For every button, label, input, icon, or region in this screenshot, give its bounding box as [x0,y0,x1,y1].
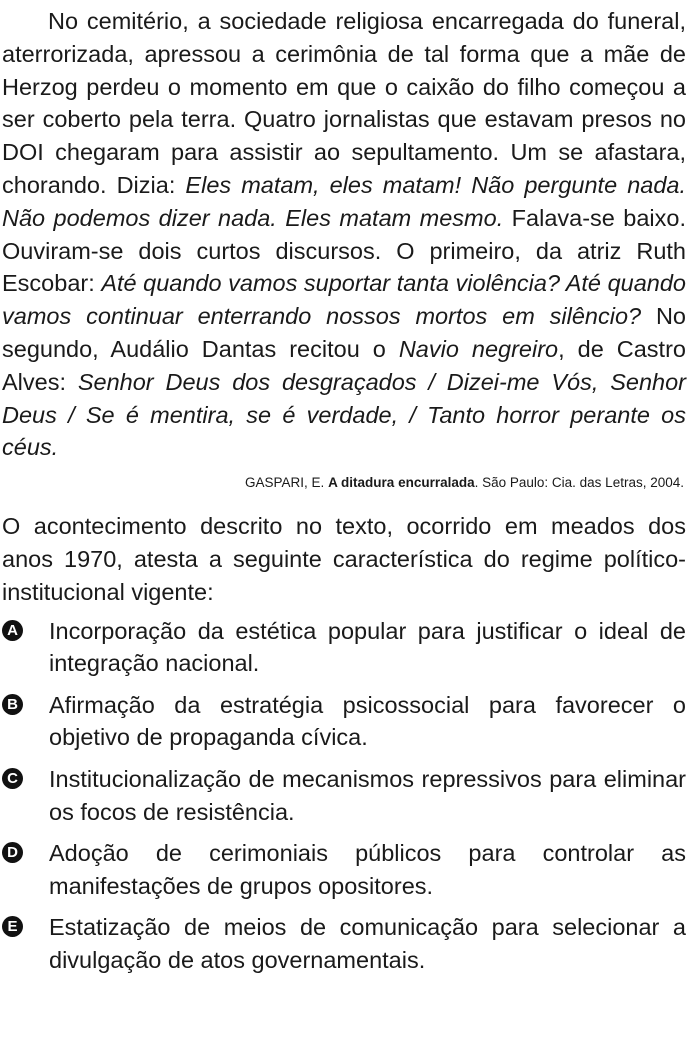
passage-segment: Falava-se baixo. Ouviram-se dois curtos discursos. O primeiro, da atriz Ruth Escobar: [2,204,686,297]
option-a-badge-icon[interactable]: A [2,620,23,641]
passage-quote: Eles matam, eles matam! Não pergunte nada. Não podemos dizer nada. Eles matam mesmo. [2,171,687,231]
option-d-badge-icon[interactable]: D [2,842,23,863]
option-c-text[interactable]: Institucionalização de mecanismos repressivos para eliminar os focos de resistência. [49,765,686,825]
passage-segment: No segundo, Audálio Dantas recitou o [2,303,686,362]
option-e[interactable] [2,911,686,977]
option-a[interactable] [2,615,686,681]
question-stem: O acontecimento descrito no texto, ocorrido em meados dos anos 1970, atesta a seguinte característica do regime político-institucional vigente: [2,513,686,605]
passage-work-title: Navio negreiro [398,335,559,362]
citation-author: GASPARI, E. [245,475,329,491]
option-c-badge-icon[interactable]: C [2,768,23,789]
passage-text [2,5,686,464]
option-b-badge-icon[interactable]: B [2,694,23,715]
citation-publisher: . São Paulo: Cia. das Letras, 2004. [474,475,684,491]
option-b[interactable] [2,689,686,755]
passage-segment: No cemitério, a sociedade religiosa encarregada do funeral, aterrorizada, apressou a cerimônia de tal forma que a mãe de Herzog perdeu o momento em que o caixão do filho começou a ser coberto pela terra. Quatro jornalistas que estavam presos no DOI chegaram para assistir ao sepultamento. Um se afastara, chorando. Dizia: [2,8,686,198]
passage-segment: , de Castro Alves: [2,335,686,395]
option-b-text[interactable]: Afirmação da estratégia psicossocial para favorecer o objetivo de propaganda cívica. [49,691,686,751]
passage-poem-quote: Senhor Deus dos desgraçados / Dizei-me Vós, Senhor Deus / Se é mentira, se é verdade, / Tanto horror perante os céus. [2,368,686,461]
option-e-badge-icon[interactable]: E [2,916,23,937]
option-e-text[interactable]: Estatização de meios de comunicação para selecionar a divulgação de atos governamentais. [49,913,686,973]
passage-quote: Até quando vamos suportar tanta violência? Até quando vamos continuar enterrando nossos mortos em silêncio? [2,270,686,330]
source-citation [2,474,684,492]
option-d-text[interactable]: Adoção de cerimoniais públicos para controlar as manifestações de grupos opositores. [49,839,686,899]
answer-options [2,615,686,977]
option-d[interactable] [2,837,686,903]
option-c[interactable] [2,763,686,829]
option-a-text[interactable]: Incorporação da estética popular para justificar o ideal de integração nacional. [49,617,686,677]
citation-title: A ditadura encurralada [328,475,475,491]
